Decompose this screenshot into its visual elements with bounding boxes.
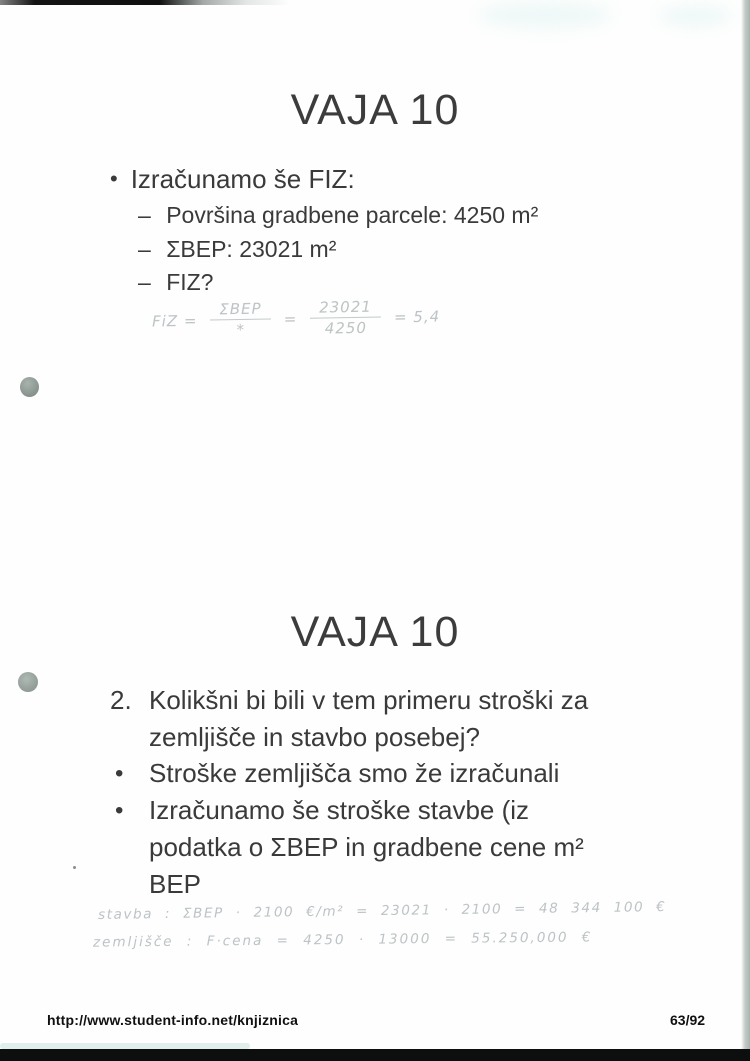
slide1-title: VAJA 10: [290, 86, 460, 134]
slide2-bullet-item: [115, 755, 559, 792]
hole-punch: [18, 672, 38, 692]
hole-punch: [20, 377, 39, 397]
slide2-bullet-text: [149, 755, 559, 792]
scan-edge-artifact-bottom: [0, 1049, 750, 1061]
fraction-denominator: *: [236, 320, 246, 340]
handwritten-formula: [152, 296, 441, 340]
dash-icon: –: [138, 202, 151, 228]
handwritten-fraction: [310, 298, 381, 338]
fraction-denominator: 4250: [324, 318, 368, 338]
scan-edge-artifact-top: [0, 0, 290, 5]
slide2-title: VAJA 10: [290, 608, 460, 656]
text-line: podatka o ΣBEP in gradbene cene m²: [149, 832, 584, 862]
slide1-sub-bullet-text: Površina gradbene parcele: 4250 m²: [166, 202, 539, 228]
fraction-numerator: 23021: [310, 298, 381, 319]
bullet-icon: •: [110, 166, 118, 191]
slide1-sub-bullet: [138, 266, 538, 300]
handwritten-formula-result: = 5,4: [393, 306, 441, 326]
slide1-sub-bullet-list: [138, 199, 538, 300]
handwritten-fraction: [210, 299, 271, 339]
slide2-numbered-item-text: [149, 682, 588, 756]
footer-url: http://www.student-info.net/knjiznica: [47, 1012, 299, 1028]
slide1-bullet-text: Izračunamo še FIZ:: [130, 164, 355, 194]
slide2-bullet-item: [115, 792, 584, 903]
slide1-sub-bullet-text: FIZ?: [166, 269, 214, 295]
text-line: Stroške zemljišča smo že izračunali: [149, 758, 560, 788]
bullet-icon: •: [115, 797, 124, 824]
handwritten-note: zemljišče : F·cena = 4250 · 13000 = 55.250,000 €: [92, 929, 593, 951]
slide1-sub-bullet-text: ΣBEP: 23021 m²: [166, 235, 337, 262]
slide1-bullet-item: [110, 164, 355, 195]
footer-page-number: 63/92: [670, 1012, 706, 1028]
scan-tint: [660, 6, 730, 26]
slide2-numbered-item: [110, 682, 588, 756]
scan-edge-artifact-right: [741, 0, 750, 1050]
item-number: 2.: [110, 685, 132, 715]
slide1-sub-bullet: [138, 233, 538, 267]
fraction-numerator: ΣBEP: [210, 299, 271, 320]
ink-speck: [73, 866, 76, 869]
text-line: Izračunamo še stroške stavbe (iz: [149, 795, 530, 825]
scan-tint: [480, 2, 610, 28]
text-line: Kolikšni bi bili v tem primeru stroški za: [149, 685, 589, 715]
bullet-icon: •: [115, 760, 124, 787]
slide1-sub-bullet: [138, 199, 538, 233]
slide2-bullet-text: [149, 792, 584, 903]
handwritten-note: stavba : ΣBEP · 2100 €/m² = 23021 · 2100 = 48 344 100 €: [97, 899, 667, 923]
dash-icon: –: [138, 269, 151, 295]
dash-icon: –: [138, 235, 151, 262]
text-line: BEP: [149, 869, 202, 899]
handwritten-formula-lhs: FiZ =: [151, 311, 198, 331]
text-line: zemljišče in stavbo posebej?: [149, 722, 480, 752]
equals-sign: =: [283, 309, 298, 328]
